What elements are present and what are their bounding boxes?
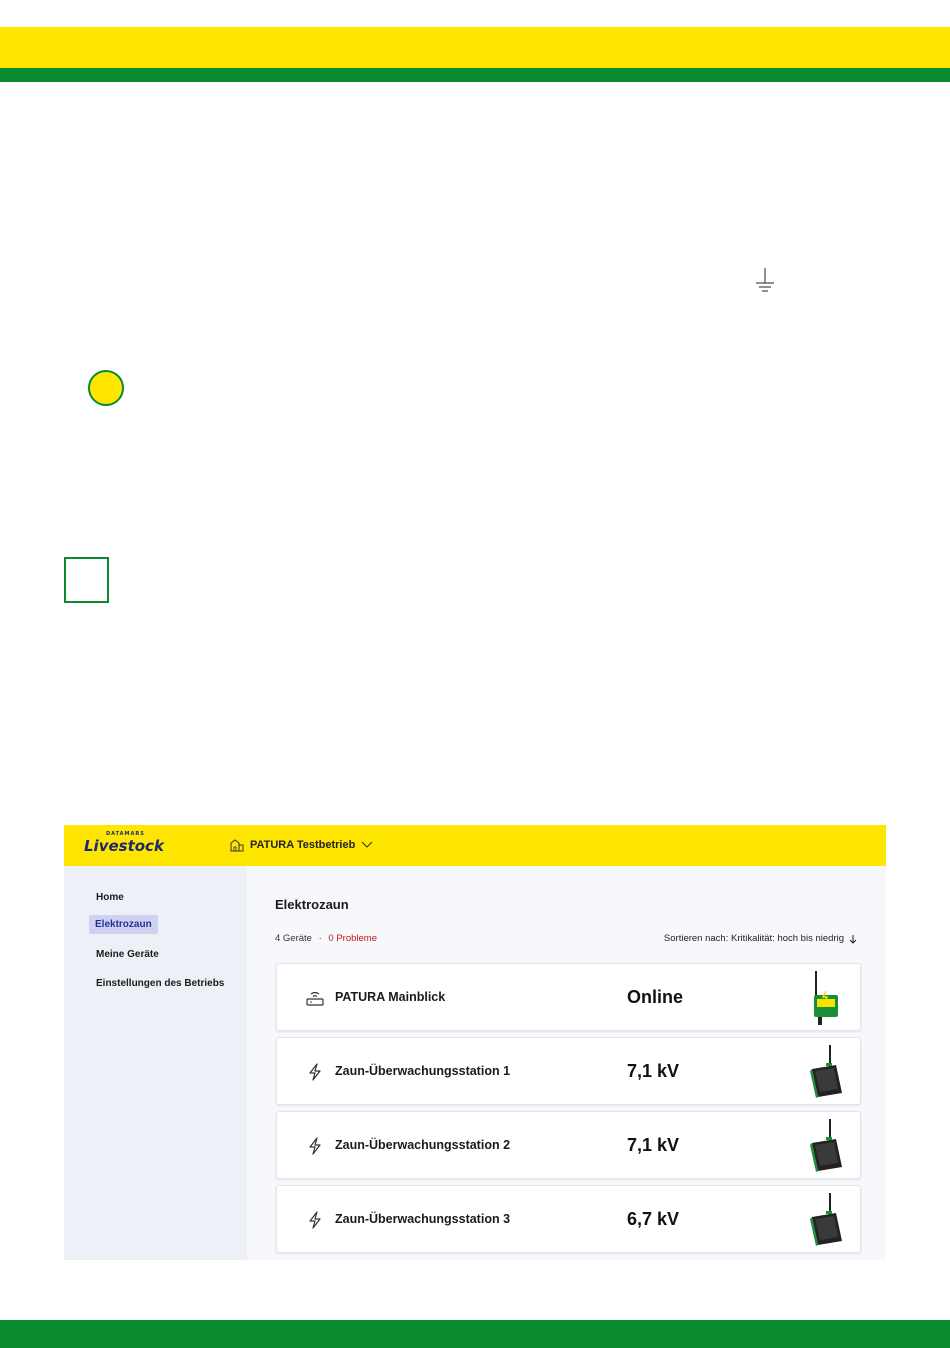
- lightning-bolt-icon: [305, 1062, 325, 1082]
- sort-control[interactable]: [664, 933, 858, 944]
- device-card-station-3[interactable]: [276, 1185, 861, 1253]
- bottom-green-band: [0, 1320, 950, 1348]
- chevron-down-icon: [361, 841, 373, 849]
- sidebar-item-einstellungen[interactable]: Einstellungen des Betriebs: [96, 978, 225, 989]
- device-voltage: 6,7 kV: [627, 1209, 680, 1229]
- farm-selector[interactable]: [230, 838, 373, 852]
- station-device-image: [806, 1191, 846, 1249]
- app-header: [64, 825, 886, 866]
- farm-building-icon: [230, 838, 244, 852]
- sort-label: Sortieren nach: Kritikalität: hoch bis niedrig: [663, 933, 844, 944]
- arrow-down-icon: [848, 934, 858, 944]
- device-voltage: 7,1 kV: [627, 1135, 680, 1155]
- device-name: Zaun-Überwachungsstation 1: [335, 1064, 511, 1078]
- brand-logo-main: Livestock: [84, 837, 164, 855]
- page-title: Elektrozaun: [275, 897, 349, 912]
- gateway-device-image: [806, 969, 846, 1027]
- device-card-station-1[interactable]: [276, 1037, 861, 1105]
- sidebar-item-home[interactable]: Home: [96, 892, 124, 903]
- main-content: [247, 866, 886, 1260]
- brand-logo[interactable]: [84, 831, 184, 855]
- device-card-mainblick[interactable]: [276, 963, 861, 1031]
- yellow-circle-marker: [88, 370, 124, 406]
- device-count: 4 Geräte: [275, 933, 312, 944]
- top-green-band: [0, 68, 950, 82]
- top-yellow-band: [0, 27, 950, 68]
- lightning-bolt-icon: [305, 1210, 325, 1230]
- problems-count[interactable]: 0 Probleme: [328, 933, 378, 944]
- device-name: PATURA Mainblick: [335, 990, 446, 1004]
- router-icon: [305, 988, 325, 1008]
- device-name: Zaun-Überwachungsstation 2: [335, 1138, 511, 1152]
- ground-symbol-icon: [754, 268, 776, 294]
- device-name: Zaun-Überwachungsstation 3: [335, 1212, 511, 1226]
- green-square-marker: [64, 557, 109, 603]
- device-voltage: 7,1 kV: [627, 1061, 680, 1081]
- device-status: Online: [627, 987, 684, 1007]
- station-device-image: [806, 1117, 846, 1175]
- sidebar-item-meine-geraete[interactable]: Meine Geräte: [96, 949, 159, 960]
- brand-logo-small: DATAMARS: [106, 831, 145, 837]
- app-screenshot: [64, 825, 886, 1260]
- device-card-station-2[interactable]: [276, 1111, 861, 1179]
- sidebar-item-elektrozaun[interactable]: Elektrozaun: [89, 915, 158, 934]
- sidebar: [64, 866, 247, 1260]
- device-summary: [275, 933, 377, 944]
- lightning-bolt-icon: [305, 1136, 325, 1156]
- summary-separator: ·: [318, 933, 322, 944]
- station-device-image: [806, 1043, 846, 1101]
- farm-selector-label: PATURA Testbetrieb: [250, 839, 356, 851]
